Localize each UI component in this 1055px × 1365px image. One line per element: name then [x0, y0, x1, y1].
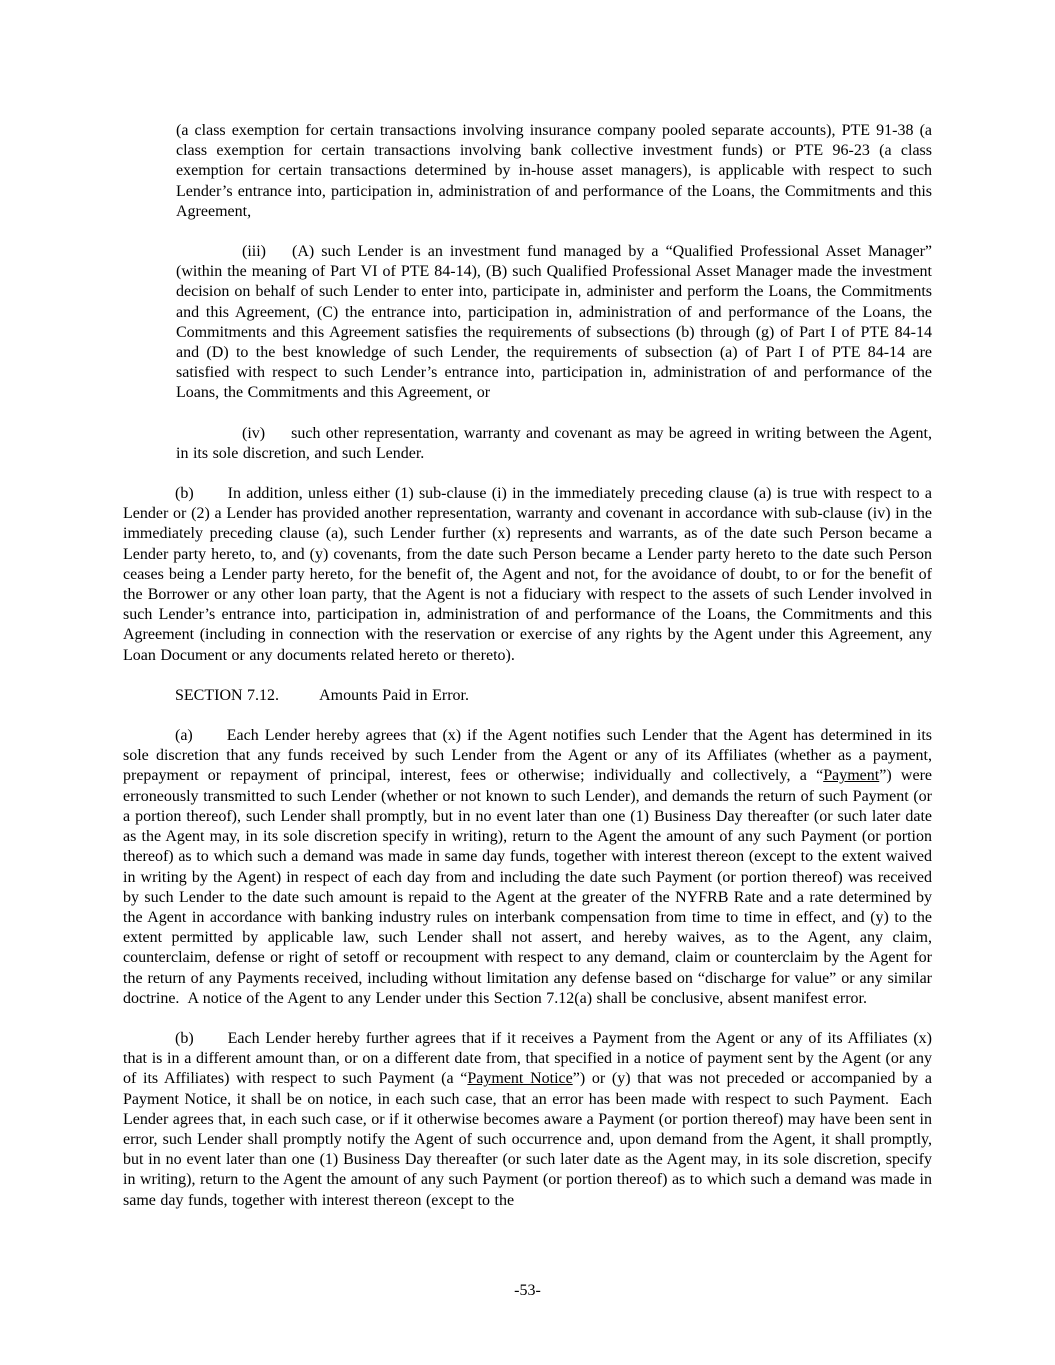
paragraph — [176, 121, 932, 222]
tab-spacer — [265, 437, 291, 438]
text-run: ”) were erroneously transmitted to such Lender (whether or not known to such Lender), and demands the return of such Payment (or a portion thereof), such Lender shall promptly, but in no event later than one (1) Business Day thereafter (or such later date as the Agent may, in its sole discretion specify in writing), return to the Agent the amount of any such Payment (or portion thereof) as to which such a demand was made in same day funds, together with interest thereon (except to the extent waived in writing by the Agent) in respect of each day from and including the date such Payment (or portion thereof) was received by such Lender to the date such amount is repaid to the Agent at the greater of the NYFRB Rate and a rate determined by the Agent in accordance with banking industry rules on interbank compensation from time to time in effect, and (y) to the extent permitted by applicable law, such Lender shall not assert, and hereby waives, as to the Agent, any claim, counterclaim, defense or right of setoff or recoupment with respect to any demand, claim or counterclaim by the Agent for the return of any Payments received, including without limitation any defense based on “discharge for value” or any similar doctrine. A notice of the Agent to any Lender under this Section 7.12(a) shall be conclusive, absent manifest error. — [123, 767, 933, 1007]
tab-spacer — [279, 699, 319, 700]
paragraph — [123, 1029, 932, 1211]
paragraph — [123, 484, 932, 666]
document-body — [123, 121, 932, 1211]
text-run: In addition, unless either (1) sub-clause (i) in the immediately preceding clause (a) is true with respect to a Lender or (2) a Lender has provided another representation, warranty and covenant in accordance with sub-clause (iv) in the immediately preceding clause (a), such Lender further (x) represents and warrants, as of the date such Person became a Lender party hereto, to, and (y) covenants, from the date such Person became a Lender party hereto to the date such Person ceases being a Lender party hereto, for the benefit of, the Agent and not, for the avoidance of doubt, to or for the benefit of the Borrower or any other loan party, that the Agent is not a fiduciary with respect to the assets of such Lender involved in such Lender’s entrance into, participation in, administration of and performance of the Loans, the Commitments and this Agreement (including in connection with the reservation or exercise of any rights by the Agent under this Agreement, any Loan Document or any documents related hereto or thereto). — [123, 485, 932, 664]
clause-label: (iii) — [242, 243, 266, 261]
clause-label: (iv) — [242, 424, 266, 442]
text-run: Amounts Paid in Error. — [319, 686, 469, 704]
text-run: Each Lender hereby agrees that (x) if the Agent notifies such Lender that the Agent has determined in its sole discretion that any funds received by such Lender from the Agent or any of its Affiliates (whether as a payment, prepayment or repayment of principal, interest, fees or otherwise; individually and collectively, a “ — [123, 727, 932, 785]
text-run: (A) such Lender is an investment fund managed by a “Qualified Professional Asset Manager” (within the meaning of Part VI of PTE 84-14), (B) such Qualified Professional Asset Manager made the investment decision on behalf of such Lender to enter into, participate in, administer and perform the Loans, the Commitments and this Agreement, (C) the entrance into, participation in, administration of and performance of the Loans, the Commitments and this Agreement satisfies the requirements of subsections (b) through (g) of Part I of PTE 84-14 and (D) to the best knowledge of such Lender, the requirements of subsection (a) of Part I of PTE 84-14 are satisfied with respect to such Lender’s entrance into, participation in, administration of and performance of the Loans, the Commitments and this Agreement, or — [176, 243, 932, 402]
tab-spacer — [194, 1042, 228, 1043]
clause-label: (b) — [175, 485, 194, 503]
paragraph — [123, 726, 932, 1009]
clause-label: (a) — [175, 727, 193, 745]
clause-label: (b) — [175, 1029, 194, 1047]
text-run: (a class exemption for certain transactions involving insurance company pooled separate accounts), PTE 91-38 (a class exemption for certain transactions involving bank collective investment funds) or PTE 96-23 (a class exemption for certain transactions determined by in-house asset managers), is applicable with respect to such Lender’s entrance into, participation in, administration of and performance of the Loans, the Commitments and this Agreement, — [176, 122, 932, 220]
paragraph — [176, 424, 932, 464]
tab-spacer — [193, 739, 227, 740]
paragraph — [176, 242, 932, 404]
text-run: such other representation, warranty and covenant as may be agreed in writing between the Agent, in its sole discretion, and such Lender. — [176, 424, 932, 462]
page-number: -53- — [514, 1282, 541, 1299]
defined-term: Payment Notice — [467, 1070, 573, 1088]
text-run: ”) or (y) that was not preceded or accompanied by a Payment Notice, it shall be on notice, in each such case, that an error has been made with respect to such Payment. Each Lender agrees that, in each such case, or if it otherwise becomes aware a Payment (or portion thereof) may have been sent in error, such Lender shall promptly notify the Agent of such occurrence and, upon demand from the Agent, it shall promptly, but in no event later than one (1) Business Day thereafter (or such later date as the Agent may, in its sole discretion, specify in writing), return to the Agent the amount of any such Payment (or portion thereof) as to which such a demand was made in same day funds, together with interest thereon (except to the — [123, 1070, 933, 1209]
defined-term: Payment — [823, 767, 880, 785]
tab-spacer — [194, 497, 228, 498]
section-number-label: SECTION 7.12. — [175, 686, 280, 704]
section-heading — [123, 686, 932, 706]
tab-spacer — [266, 255, 292, 256]
text-run: Each Lender hereby further agrees that if it receives a Payment from the Agent or any of its Affiliates (x) that is in a different amount than, or on a different date from, that specified in a notice of payment sent by the Agent (or any of its Affiliates) with respect to such Payment (a “ — [123, 1029, 932, 1088]
